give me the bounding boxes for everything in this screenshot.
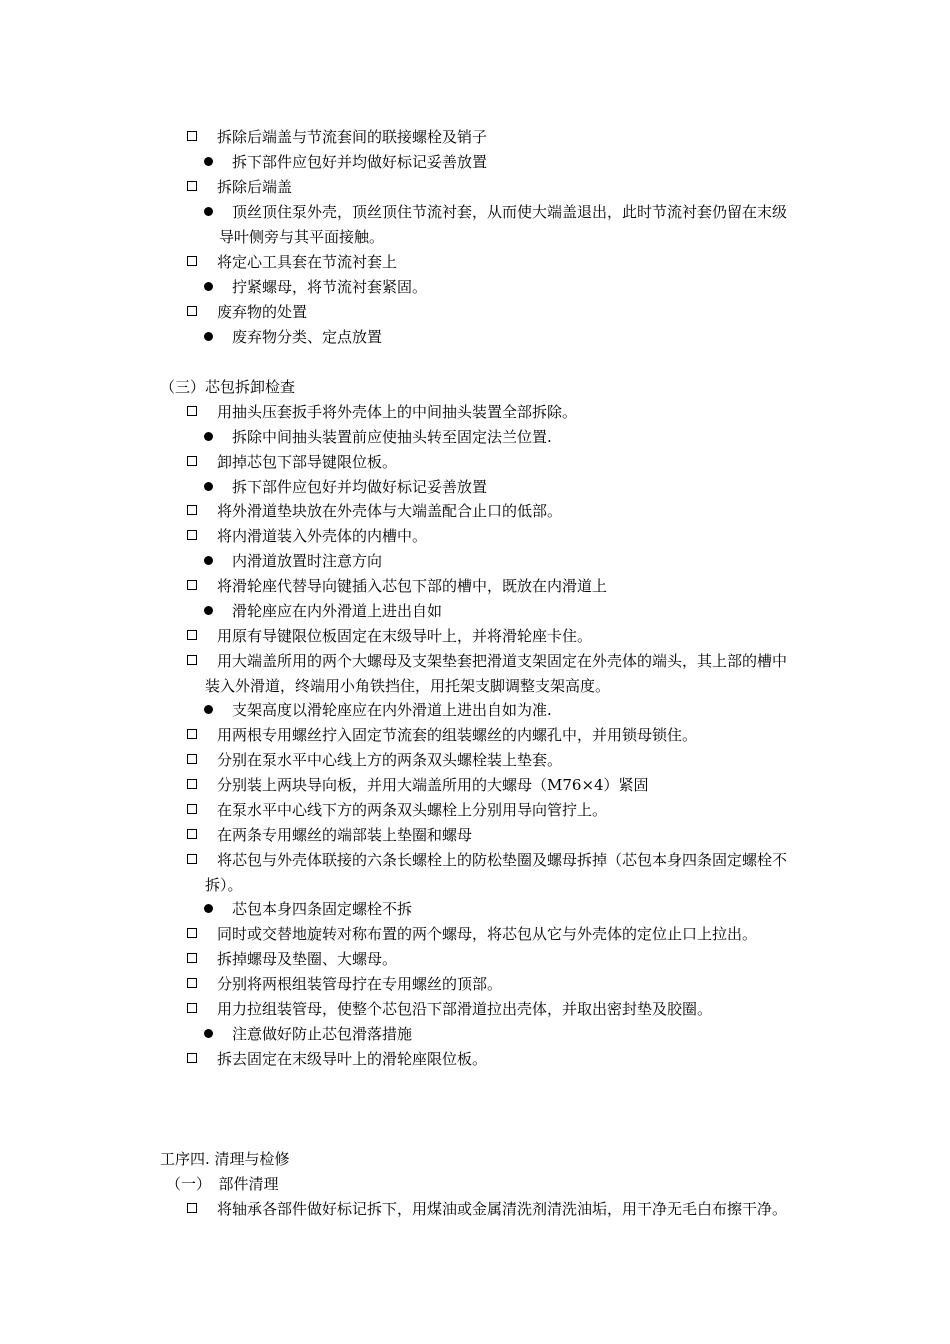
checkbox-square-icon [187, 729, 197, 739]
bullet-dot-icon [204, 282, 213, 291]
list-item-continuation: 装入外滑道，终端用小角铁挡住，用托架支脚调整支架高度。 [205, 677, 611, 695]
bullet-dot-icon [204, 482, 213, 491]
checkbox-square-icon [187, 928, 197, 938]
checkbox-square-icon [187, 131, 197, 141]
list-item: 用大端盖所用的两个大螺母及支架垫套把滑道支架固定在外壳体的端头，其上部的槽中 [187, 652, 787, 670]
checkbox-square-icon [187, 580, 197, 590]
list-item: 拆除后端盖 [187, 178, 292, 196]
bullet-dot-icon [204, 606, 213, 615]
checkbox-square-icon [187, 953, 197, 963]
list-item: 将外滑道垫块放在外壳体与大端盖配合止口的低部。 [187, 502, 562, 520]
list-item: 滑轮座应在内外滑道上进出自如 [204, 602, 442, 620]
list-item: 将内滑道装入外壳体的内槽中。 [187, 527, 427, 545]
list-item-continuation: 拆）。 [205, 876, 243, 894]
list-item: 用抽头压套扳手将外壳体上的中间抽头装置全部拆除。 [187, 403, 577, 421]
list-item: 废弃物的处置 [187, 303, 307, 321]
checkbox-square-icon [187, 181, 197, 191]
list-item: 同时或交替地旋转对称布置的两个螺母，将芯包从它与外壳体的定位止口上拉出。 [187, 925, 757, 943]
list-item: 用原有导键限位板固定在末级导叶上，并将滑轮座卡住。 [187, 627, 592, 645]
checkbox-square-icon [187, 505, 197, 515]
checkbox-square-icon [187, 630, 197, 640]
checkbox-square-icon [187, 829, 197, 839]
list-item: 用力拉组装管母，使整个芯包沿下部滑道拉出壳体，并取出密封垫及胶圈。 [187, 1000, 712, 1018]
bullet-dot-icon [204, 904, 213, 913]
checkbox-square-icon [187, 530, 197, 540]
subsection-heading: （一） 部件清理 [166, 1175, 279, 1193]
list-item: 拆除中间抽头装置前应使抽头转至固定法兰位置. [204, 428, 552, 446]
list-item: 拆掉螺母及垫圈、大螺母。 [187, 950, 397, 968]
checkbox-square-icon [187, 406, 197, 416]
checkbox-square-icon [187, 978, 197, 988]
list-item-continuation: 导叶侧旁与其平面接触。 [219, 228, 385, 246]
list-item: 拆下部件应包好并均做好标记妥善放置 [204, 153, 487, 171]
bullet-dot-icon [204, 1029, 213, 1038]
checkbox-square-icon [187, 779, 197, 789]
list-item: 拆除后端盖与节流套间的联接螺栓及销子 [187, 128, 487, 146]
list-item: 将定心工具套在节流衬套上 [187, 253, 397, 271]
list-item: 分别装上两块导向板，并用大端盖所用的大螺母（M76×4）紧固 [187, 776, 649, 794]
checkbox-square-icon [187, 804, 197, 814]
list-item: 支架高度以滑轮座应在内外滑道上进出自如为准. [204, 701, 552, 719]
checkbox-square-icon [187, 306, 197, 316]
bullet-dot-icon [204, 556, 213, 565]
bullet-dot-icon [204, 332, 213, 341]
checkbox-square-icon [187, 655, 197, 665]
list-item: 分别将两根组装管母拧在专用螺丝的顶部。 [187, 975, 502, 993]
bullet-dot-icon [204, 207, 213, 216]
list-item: 顶丝顶住泵外壳，顶丝顶住节流衬套，从而使大端盖退出，此时节流衬套仍留在末级 [204, 203, 787, 221]
list-item: 拧紧螺母，将节流衬套紧固。 [204, 278, 427, 296]
list-item: 拆下部件应包好并均做好标记妥善放置 [204, 478, 487, 496]
bullet-dot-icon [204, 157, 213, 166]
list-item: 将轴承各部件做好标记拆下，用煤油或金属清洗剂清洗油垢，用干净无毛白布擦干净。 [187, 1200, 787, 1218]
checkbox-square-icon [187, 456, 197, 466]
checkbox-square-icon [187, 854, 197, 864]
list-item: 分别在泵水平中心线上方的两条双头螺栓装上垫套。 [187, 751, 562, 769]
checkbox-square-icon [187, 1003, 197, 1013]
list-item: 在两条专用螺丝的端部装上垫圈和螺母 [187, 826, 472, 844]
checkbox-square-icon [187, 1053, 197, 1063]
list-item: 卸掉芯包下部导键限位板。 [187, 453, 397, 471]
process-heading: 工序四. 清理与检修 [160, 1150, 290, 1168]
list-item: 废弃物分类、定点放置 [204, 328, 382, 346]
list-item: 在泵水平中心线下方的两条双头螺栓上分别用导向管拧上。 [187, 801, 607, 819]
section-heading: （三）芯包拆卸检查 [160, 378, 296, 396]
list-item: 将滑轮座代替导向键插入芯包下部的槽中，既放在内滑道上 [187, 577, 607, 595]
bullet-dot-icon [204, 432, 213, 441]
list-item: 芯包本身四条固定螺栓不拆 [204, 900, 412, 918]
list-item: 注意做好防止芯包滑落措施 [204, 1025, 412, 1043]
list-item: 内滑道放置时注意方向 [204, 552, 382, 570]
list-item: 将芯包与外壳体联接的六条长螺栓上的防松垫圈及螺母拆掉（芯包本身四条固定螺栓不 [187, 851, 787, 869]
list-item: 用两根专用螺丝拧入固定节流套的组装螺丝的内螺孔中，并用锁母锁住。 [187, 726, 697, 744]
bullet-dot-icon [204, 705, 213, 714]
list-item: 拆去固定在末级导叶上的滑轮座限位板。 [187, 1050, 487, 1068]
checkbox-square-icon [187, 256, 197, 266]
checkbox-square-icon [187, 754, 197, 764]
checkbox-square-icon [187, 1203, 197, 1213]
